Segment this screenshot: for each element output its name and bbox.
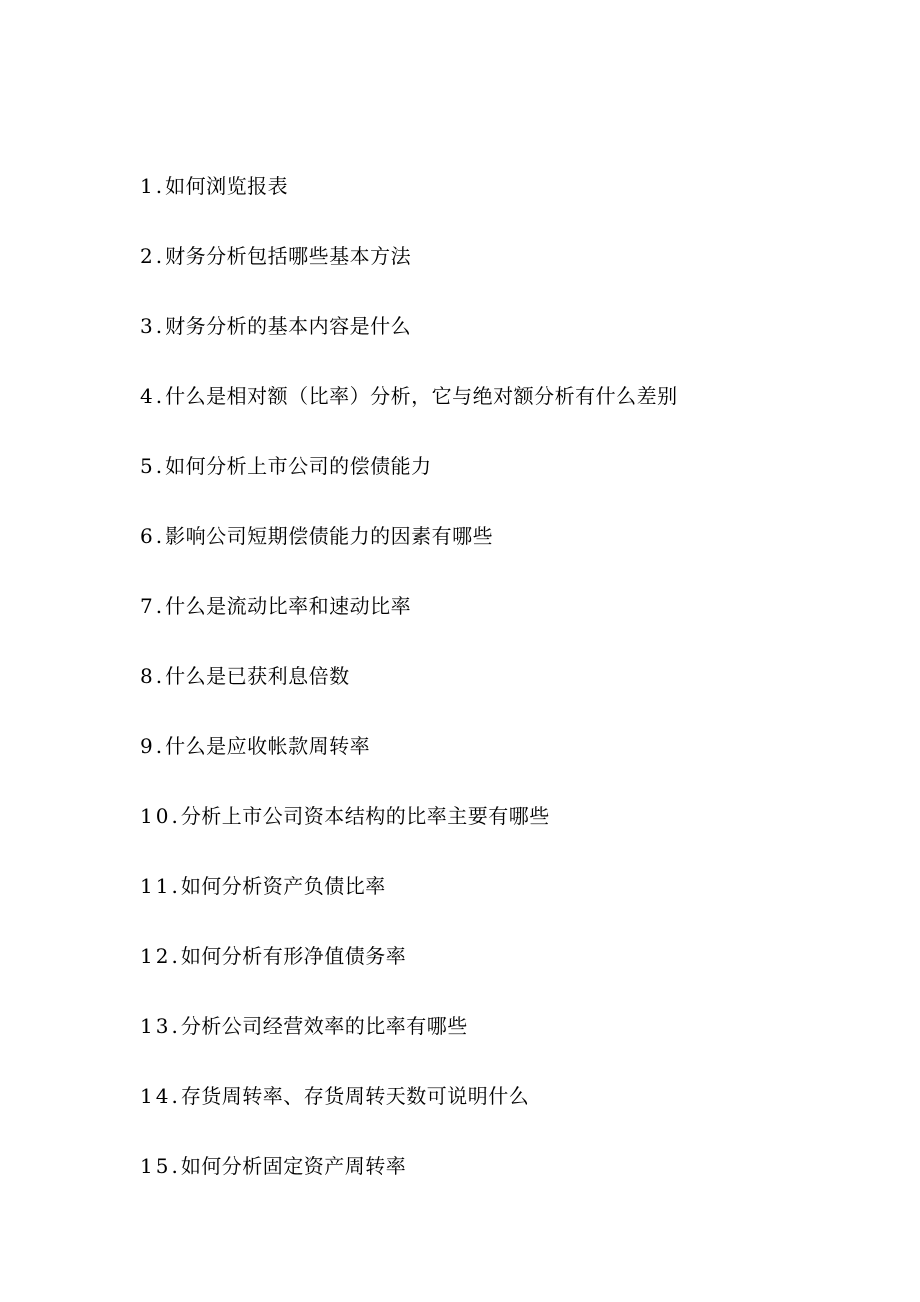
list-item <box>140 1010 678 1080</box>
item-text: 财务分析包括哪些基本方法 <box>165 244 412 268</box>
item-number: 12. <box>140 944 181 968</box>
item-text: 影响公司短期偿债能力的因素有哪些 <box>165 524 494 548</box>
item-text: 如何分析资产负债比率 <box>180 874 386 898</box>
list-item <box>140 240 678 310</box>
list-item <box>140 520 678 590</box>
item-number: 10. <box>140 804 181 828</box>
list-item <box>140 450 678 520</box>
item-number: 1. <box>140 174 166 198</box>
item-number: 15. <box>140 1154 181 1178</box>
item-text: 存货周转率、存货周转天数可说明什么 <box>180 1084 530 1108</box>
question-list <box>140 170 678 1220</box>
item-text: 什么是相对额（比率）分析，它与绝对额分析有什么差别 <box>165 384 678 408</box>
list-item <box>140 590 678 660</box>
item-number: 9. <box>140 734 166 758</box>
item-text: 什么是已获利息倍数 <box>165 664 350 688</box>
item-text: 分析公司经营效率的比率有哪些 <box>180 1014 468 1038</box>
list-item <box>140 940 678 1010</box>
item-text: 如何分析固定资产周转率 <box>180 1154 407 1178</box>
item-text: 如何分析有形净值债务率 <box>180 944 407 968</box>
item-text: 财务分析的基本内容是什么 <box>165 314 412 338</box>
item-text: 分析上市公司资本结构的比率主要有哪些 <box>180 804 550 828</box>
list-item <box>140 1150 678 1220</box>
list-item <box>140 730 678 800</box>
item-number: 14. <box>140 1084 181 1108</box>
item-number: 6. <box>140 524 166 548</box>
item-number: 5. <box>140 454 166 478</box>
list-item <box>140 870 678 940</box>
list-item <box>140 380 678 450</box>
list-item <box>140 310 678 380</box>
list-item <box>140 660 678 730</box>
item-number: 8. <box>140 664 166 688</box>
list-item <box>140 800 678 870</box>
item-number: 2. <box>140 244 166 268</box>
item-number: 3. <box>140 314 166 338</box>
item-text: 什么是应收帐款周转率 <box>165 734 371 758</box>
item-number: 13. <box>140 1014 181 1038</box>
item-text: 如何浏览报表 <box>165 174 289 198</box>
item-number: 4. <box>140 384 166 408</box>
item-number: 7. <box>140 594 166 618</box>
item-text: 如何分析上市公司的偿债能力 <box>165 454 432 478</box>
item-number: 11. <box>140 874 181 898</box>
item-text: 什么是流动比率和速动比率 <box>165 594 412 618</box>
list-item <box>140 1080 678 1150</box>
list-item <box>140 170 678 240</box>
